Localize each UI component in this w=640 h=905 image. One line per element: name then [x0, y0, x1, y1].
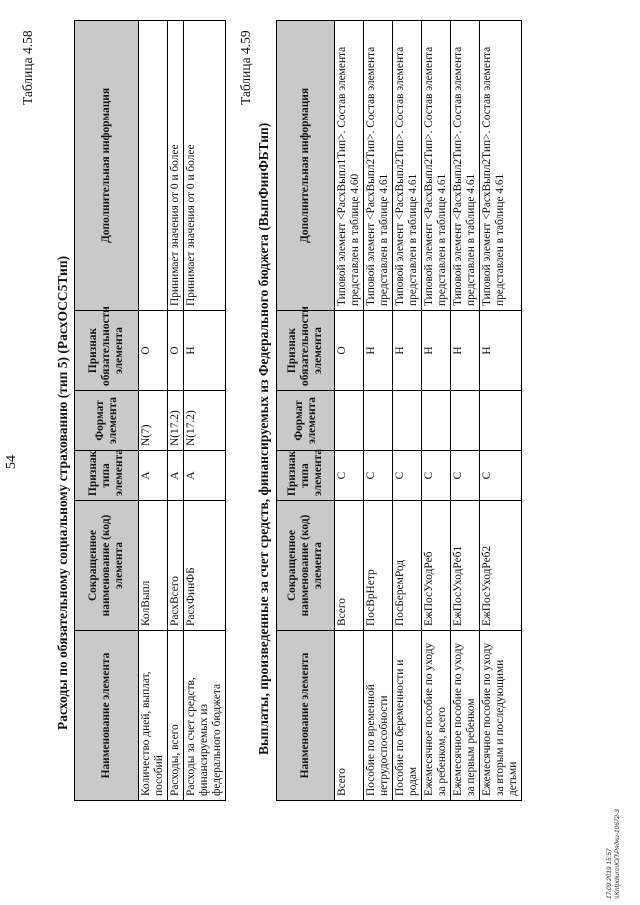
table-cell: N(7): [139, 391, 168, 451]
table-cell: Типовой элемент <РасхВыпл2Тип>. Состав элемента представлен в таблице 4.61: [451, 21, 480, 311]
header-cell: Дополнительная информация: [277, 21, 335, 311]
table-cell: [335, 391, 364, 451]
header-row: [277, 21, 335, 801]
table-cell: Всего: [335, 501, 364, 631]
table-cell: [139, 21, 168, 311]
table-cell: С: [480, 451, 522, 501]
table-row: [335, 21, 364, 801]
header-cell: Наименование элемента: [75, 631, 139, 801]
header-cell: Сокращенное наименование (код) элемента: [75, 501, 139, 631]
header-row: [75, 21, 139, 801]
table-cell: О: [168, 311, 184, 391]
table-cell: Расходы, всего: [168, 631, 184, 801]
stamp-line: 17.09.2019 15:57: [606, 848, 613, 899]
table-cell: Всего: [335, 631, 364, 801]
table-cell: ПосВрНетр: [364, 501, 393, 631]
table-cell: Ежемесячное пособие по уходу за ребенком, всего: [422, 631, 451, 801]
header-cell: Признак типа элемента: [75, 451, 139, 501]
table-cell: Пособие по беременности и родам: [393, 631, 422, 801]
table-cell: Принимает значения от 0 и более: [184, 21, 226, 311]
table-row: [422, 21, 451, 801]
table-caption: Расходы по обязательному социальному страхованию (тип 5) (РасхОСС5Тип): [55, 255, 70, 730]
table-cell: С: [364, 451, 393, 501]
table-cell: РасхФинФБ: [184, 501, 226, 631]
table-row: [480, 21, 522, 801]
table-cell: ЕжПосУходРеб1: [451, 501, 480, 631]
table-cell: Расходы за счет средств, финансируемых из федерального бюджета: [184, 631, 226, 801]
table-cell: А: [139, 451, 168, 501]
table-cell: РасхВсего: [168, 501, 184, 631]
table-cell: Типовой элемент <РасхВыпл2Тип>. Состав элемента представлен в таблице 4.61: [422, 21, 451, 311]
data-table: [74, 20, 226, 801]
table-cell: ЕжПосУходРеб: [422, 501, 451, 631]
table-cell: Принимает значения от 0 и более: [168, 21, 184, 311]
header-cell: Формат элемента: [277, 391, 335, 451]
table-cell: Типовой элемент <РасхВыпл2Тип>. Состав элемента представлен в таблице 4.61: [480, 21, 522, 311]
table-cell: С: [335, 451, 364, 501]
table-cell: А: [184, 451, 226, 501]
header-cell: Сокращенное наименование (код) элемента: [277, 501, 335, 631]
table-cell: Н: [480, 311, 522, 391]
table-cell: Н: [393, 311, 422, 391]
table-row: [168, 21, 184, 801]
table-cell: ПосБеремРод: [393, 501, 422, 631]
table-cell: [393, 391, 422, 451]
table-cell: ЕжПосУходРеб2: [480, 501, 522, 631]
table-cell: А: [168, 451, 184, 501]
data-table: [276, 20, 522, 801]
table-cell: С: [393, 451, 422, 501]
table-cell: Пособие по временной нетрудоспособности: [364, 631, 393, 801]
table-cell: [422, 391, 451, 451]
header-cell: Признак обязательности элемента: [75, 311, 139, 391]
table-cell: [364, 391, 393, 451]
table-cell: N(17.2): [168, 391, 184, 451]
table-cell: [480, 391, 522, 451]
stamp-line: \\Kntpdiuro\ЮЛ\Рядки-10672-3: [614, 809, 621, 899]
header-cell: Признак типа элемента: [277, 451, 335, 501]
table-cell: Н: [422, 311, 451, 391]
table-cell: Типовой элемент <РасхВыпл2Тип>. Состав элемента представлен в таблице 4.61: [393, 21, 422, 311]
table-cell: КолВыпл: [139, 501, 168, 631]
table-cell: Ежемесячное пособие по уходу за первым ребенком: [451, 631, 480, 801]
page-number: 54: [4, 455, 19, 469]
table-cell: С: [422, 451, 451, 501]
table-row: [451, 21, 480, 801]
table-row: [364, 21, 393, 801]
table-cell: С: [451, 451, 480, 501]
header-cell: Признак обязательности элемента: [277, 311, 335, 391]
table-label: Таблица 4.59: [238, 30, 253, 105]
table-label: Таблица 4.58: [20, 30, 35, 105]
header-cell: Наименование элемента: [277, 631, 335, 801]
table-cell: О: [335, 311, 364, 391]
table-cell: Типовой элемент <РасхВыпл1Тип>. Состав элемента представлен в таблице 4.60: [335, 21, 364, 311]
header-cell: Дополнительная информация: [75, 21, 139, 311]
table-cell: Типовой элемент <РасхВыпл2Тип>. Состав элемента представлен в таблице 4.61: [364, 21, 393, 311]
table-row: [139, 21, 168, 801]
table-cell: Ежемесячное пособие по уходу за вторым и последующими детьми: [480, 631, 522, 801]
table-cell: Н: [451, 311, 480, 391]
table-cell: Количество дней, выплат, пособий: [139, 631, 168, 801]
table-cell: Н: [184, 311, 226, 391]
table-caption: Выплаты, произведенные за счет средств, финансируемых из Федерального бюджета (ВыпФинФБТип): [256, 122, 271, 755]
table-cell: Н: [364, 311, 393, 391]
table-cell: О: [139, 311, 168, 391]
table-cell: N(17.2): [184, 391, 226, 451]
table-cell: [451, 391, 480, 451]
table-row: [184, 21, 226, 801]
print-stamp: [606, 809, 622, 899]
table-row: [393, 21, 422, 801]
header-cell: Формат элемента: [75, 391, 139, 451]
